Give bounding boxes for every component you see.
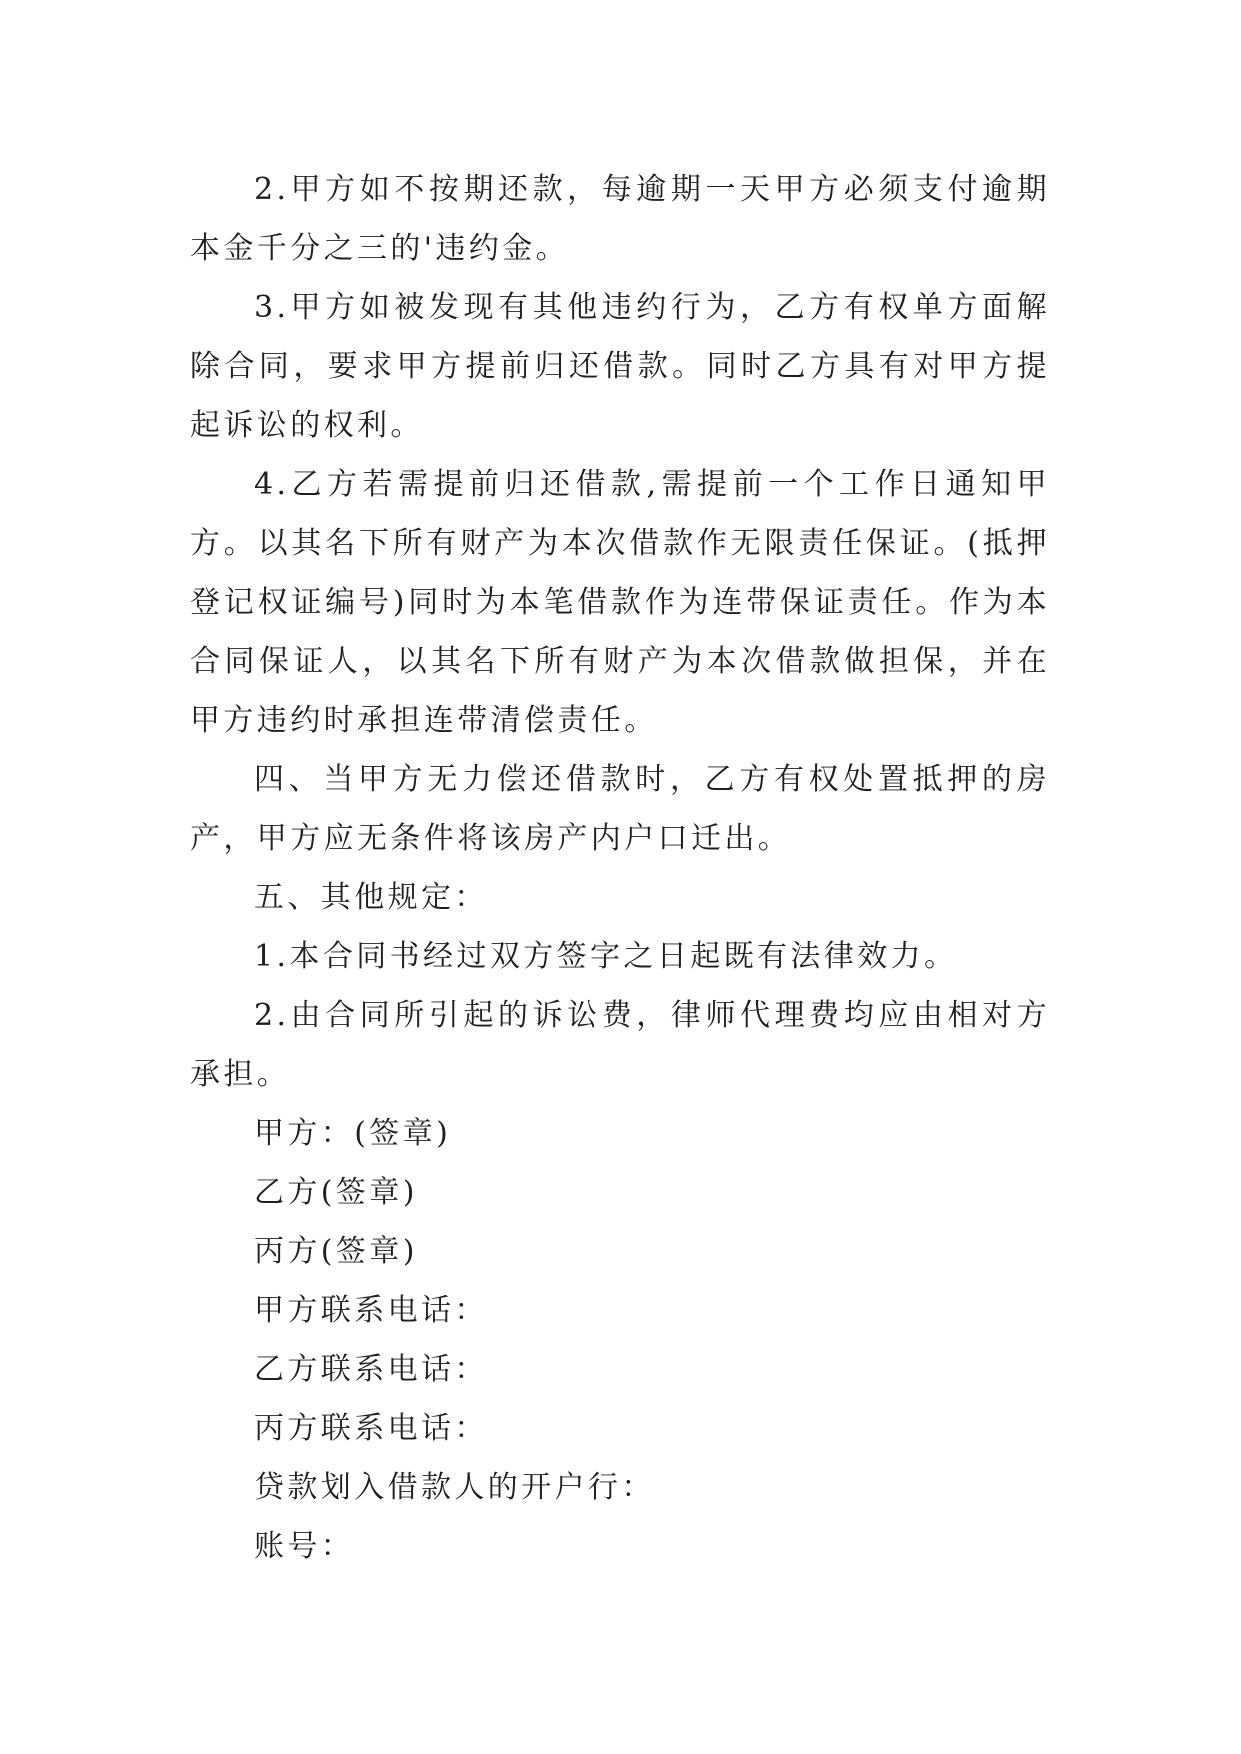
party-b-phone: 乙方联系电话：	[254, 1352, 488, 1387]
section-5-heading: 五、其他规定：	[254, 880, 488, 915]
account-number: 账号：	[254, 1529, 355, 1564]
party-c-phone: 丙方联系电话：	[254, 1411, 488, 1446]
clause-3-other-breach: 3.甲方如被发现有其他违约行为，乙方有权单方面解除合同，要求甲方提前归还借款。同时乙方具有对甲方提起诉讼的权利。	[190, 290, 1050, 443]
section-4-mortgage-disposal: 四、当甲方无力偿还借款时，乙方有权处置抵押的房产，甲方应无条件将该房产内户口迁出。	[190, 762, 1050, 856]
party-a-phone: 甲方联系电话：	[254, 1293, 488, 1328]
party-a-signature: 甲方：(签章)	[254, 1116, 452, 1151]
clause-1-effectiveness: 1.本合同书经过双方签字之日起既有法律效力。	[254, 939, 958, 974]
party-b-signature: 乙方(签章)	[254, 1175, 418, 1210]
clause-2-litigation-costs: 2.由合同所引起的诉讼费，律师代理费均应由相对方承担。	[190, 998, 1050, 1092]
party-c-signature: 丙方(签章)	[254, 1234, 418, 1269]
clause-4-early-repayment: 4.乙方若需提前归还借款,需提前一个工作日通知甲方。以其名下所有财产为本次借款作无限责任保证。(抵押登记权证编号)同时为本笔借款作为连带保证责任。作为本合同保证人，以其名下所有财产为本次借款做担保，并在甲方违约时承担连带清偿责任。	[190, 467, 1050, 738]
borrower-bank: 贷款划入借款人的开户行：	[254, 1470, 655, 1505]
document-body	[190, 160, 1050, 1576]
clause-2-late-repayment: 2.甲方如不按期还款，每逾期一天甲方必须支付逾期本金千分之三的'违约金。	[190, 172, 1050, 266]
